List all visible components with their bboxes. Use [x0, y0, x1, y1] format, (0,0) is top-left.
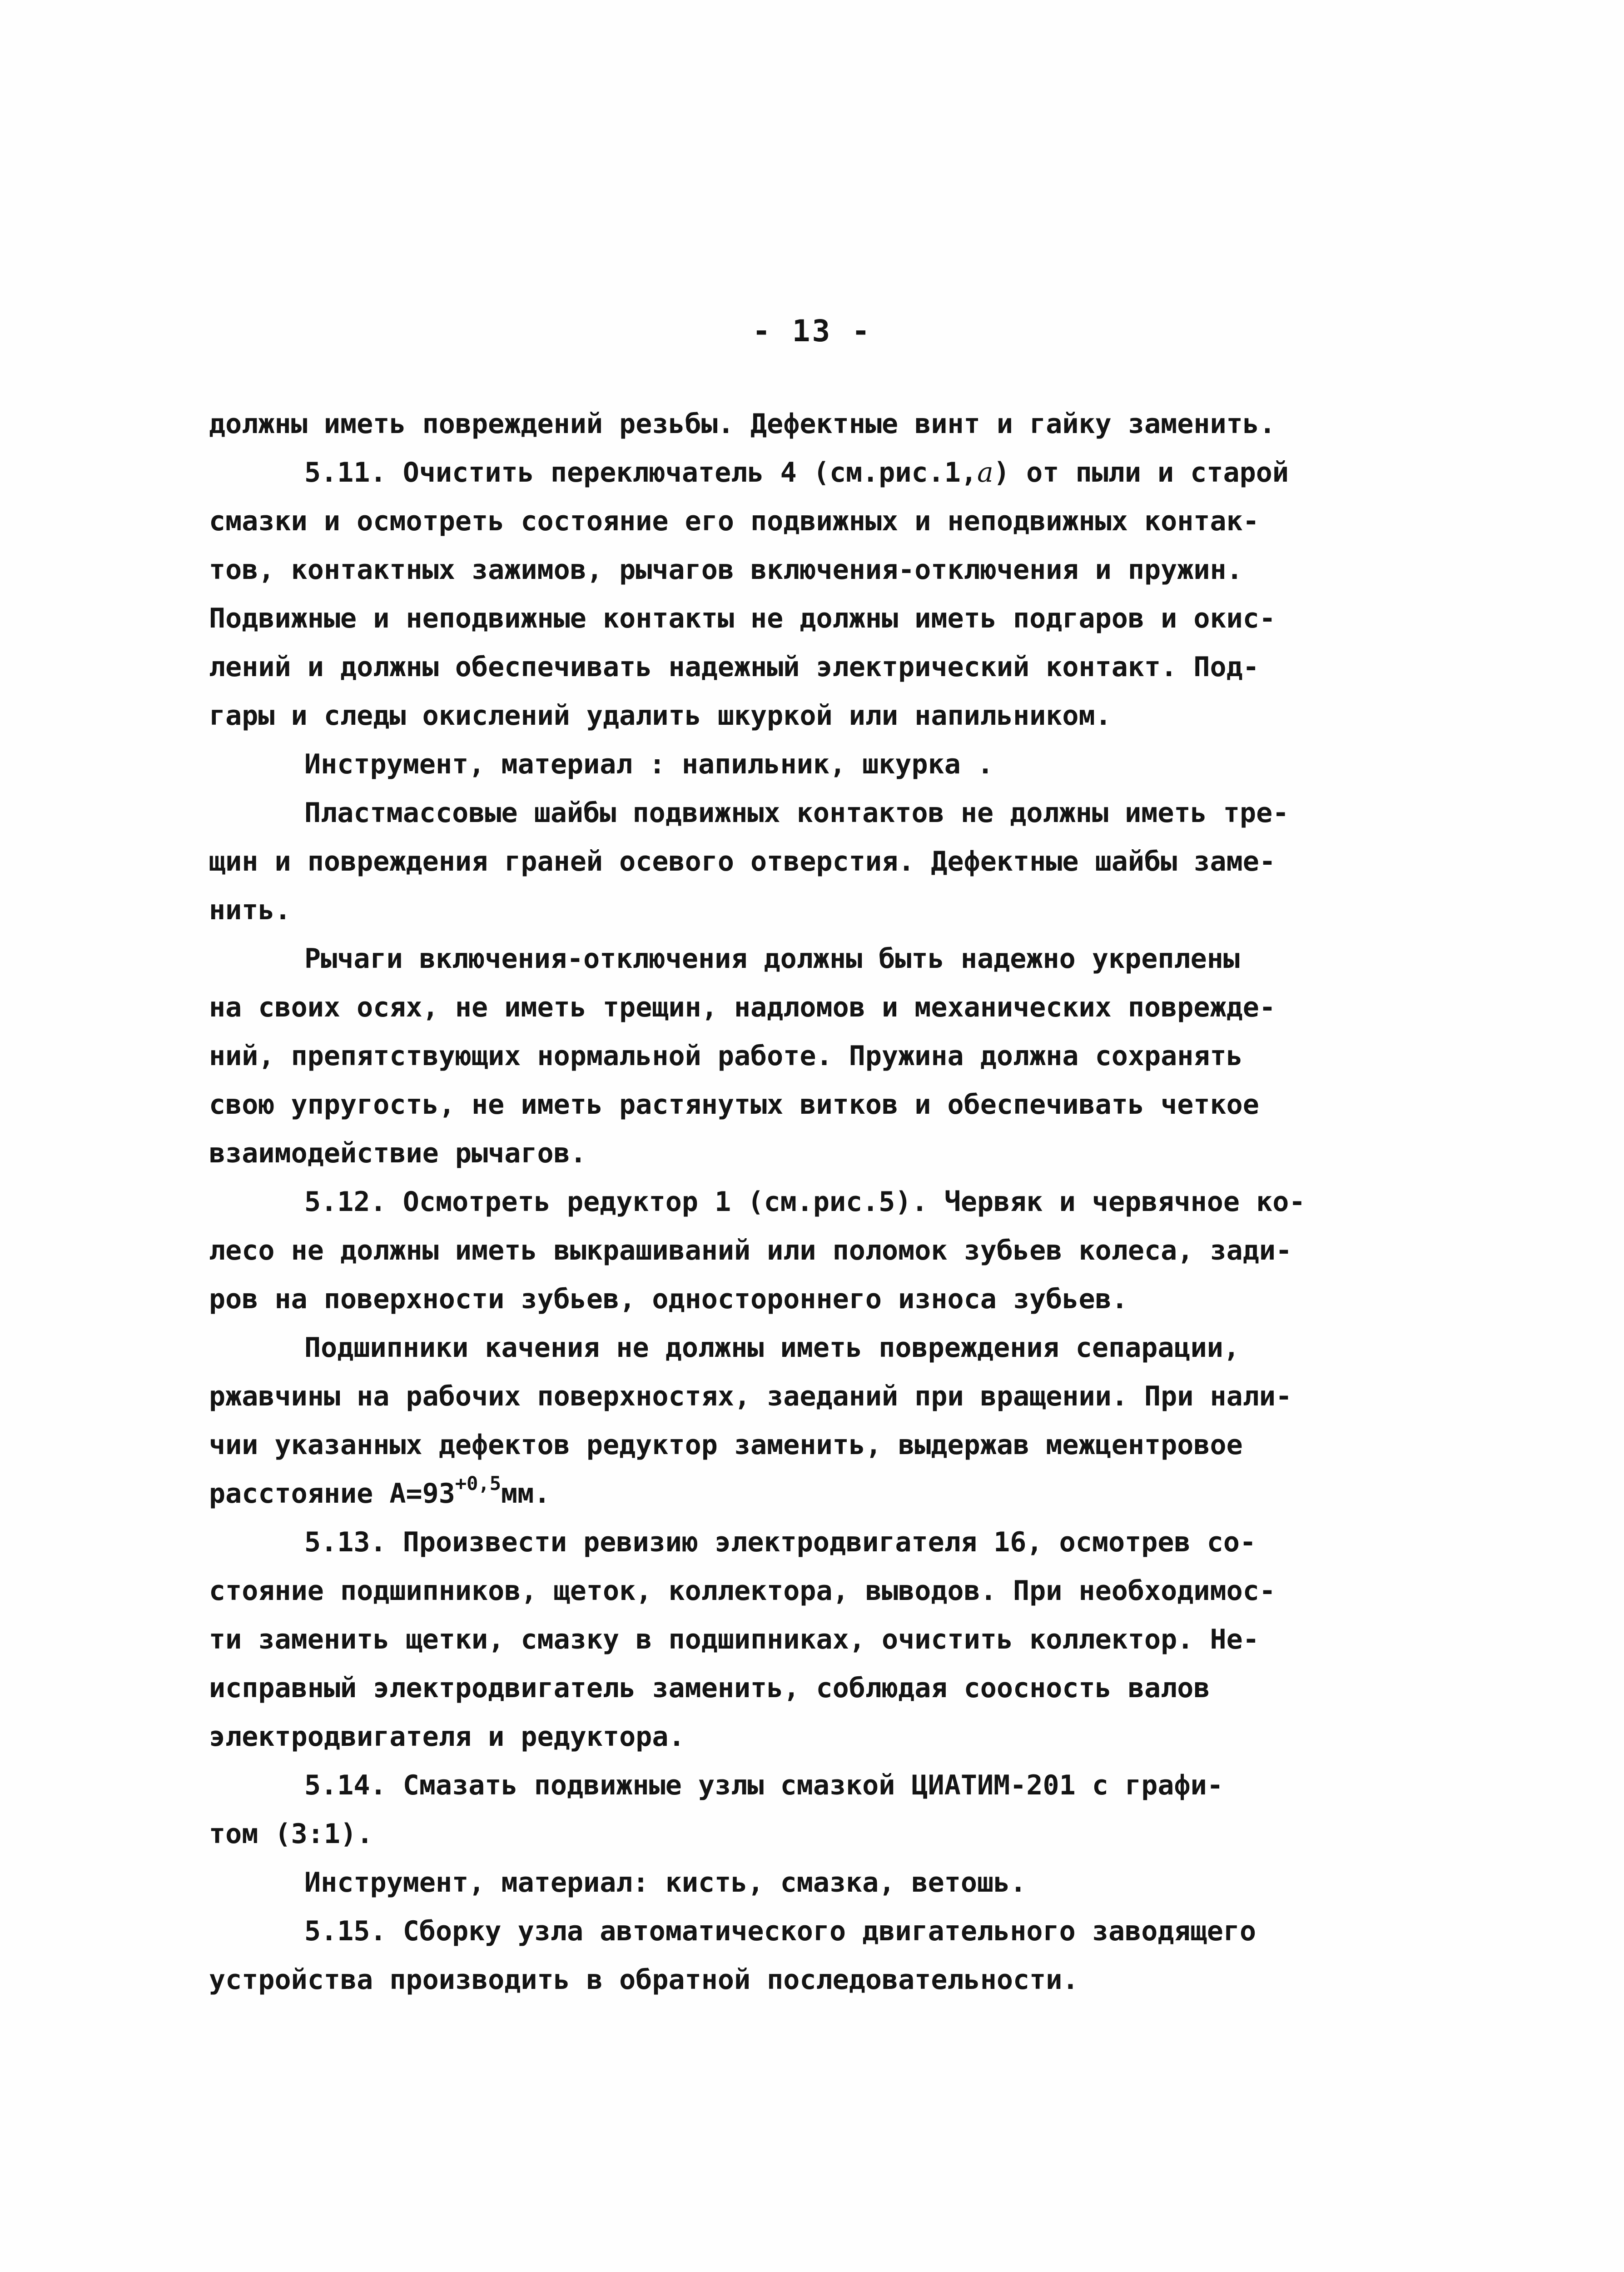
text-line: том (3:1). [209, 1818, 373, 1850]
text-line: электродвигателя и редуктора. [209, 1721, 685, 1753]
text-line: гары и следы окислений удалить шкуркой или напильником. [209, 700, 1112, 732]
text-line: Рычаги включения-отключения должны быть надежно укреплены [304, 943, 1240, 975]
text-line: лесо не должны иметь выкрашиваний или поломок зубьев колеса, зади- [209, 1235, 1292, 1266]
text-line: исправный электродвигатель заменить, соблюдая соосность валов [209, 1672, 1210, 1704]
text-line: устройства производить в обратной последовательности. [209, 1964, 1079, 1996]
text-line: 5.15. Сборку узла автоматического двигательного заводящего [304, 1915, 1256, 1947]
text-line: тов, контактных зажимов, рычагов включения-отключения и пружин. [209, 554, 1243, 586]
text-line: Подвижные и неподвижные контакты не должны иметь подгаров и окис- [209, 603, 1276, 634]
text-line: ржавчины на рабочих поверхностях, заеданий при вращении. При нали- [209, 1380, 1292, 1412]
text-line: чии указанных дефектов редуктор заменить, выдержав межцентровое [209, 1429, 1243, 1461]
text-line: Пластмассовые шайбы подвижных контактов не должны иметь тре- [304, 797, 1289, 829]
document-body [209, 400, 1435, 2004]
text-line: ров на поверхности зубьев, одностороннего износа зубьев. [209, 1283, 1128, 1315]
text-line: лений и должны обеспечивать надежный электрический контакт. Под- [209, 651, 1259, 683]
text-line-tolerance [209, 1470, 1435, 1518]
tolerance-superscript: +0,5 [455, 1472, 502, 1495]
text-line: свою упругость, не иметь растянутых витков и обеспечивать четкое [209, 1089, 1259, 1121]
text-fragment: ) от пыли и старой [993, 457, 1289, 488]
text-fragment: 5.11. Очистить переключатель 4 (см.рис.1, [304, 457, 978, 488]
text-line: смазки и осмотреть состояние его подвижных и неподвижных контак- [209, 505, 1259, 537]
text-line: 5.12. Осмотреть редуктор 1 (см.рис.5). Червяк и червячное ко- [304, 1186, 1306, 1218]
text-line: на своих осях, не иметь трещин, надломов и механических поврежде- [209, 992, 1276, 1023]
text-line: 5.14. Смазать подвижные узлы смазкой ЦИАТИМ-201 с графи- [304, 1769, 1223, 1801]
text-line: нить. [209, 894, 291, 926]
text-line: взаимодействие рычагов. [209, 1137, 586, 1169]
text-fragment: расстояние А=93 [209, 1478, 455, 1510]
text-line: ти заменить щетки, смазку в подшипниках, очистить коллектор. Не- [209, 1624, 1259, 1655]
text-line: Инструмент, материал: кисть, смазка, ветошь. [304, 1867, 1027, 1898]
text-line-5-11 [209, 448, 1435, 497]
page-number: - 13 - [752, 314, 872, 349]
text-fragment: мм. [501, 1478, 551, 1510]
text-line: стояние подшипников, щеток, коллектора, выводов. При необходимос- [209, 1575, 1276, 1607]
text-line: 5.13. Произвести ревизию электродвигателя 16, осмотрев со- [304, 1526, 1256, 1558]
text-line: должны иметь повреждений резьбы. Дефектные винт и гайку заменить. [209, 408, 1276, 440]
text-line: Инструмент, материал : напильник, шкурка . [304, 748, 994, 780]
text-fragment-italic: а [977, 457, 993, 488]
text-line: ний, препятствующих нормальной работе. Пружина должна сохранять [209, 1040, 1243, 1072]
text-line: Подшипники качения не должны иметь повреждения сепарации, [304, 1332, 1240, 1364]
text-line: щин и повреждения граней осевого отверстия. Дефектные шайбы заме- [209, 846, 1276, 877]
